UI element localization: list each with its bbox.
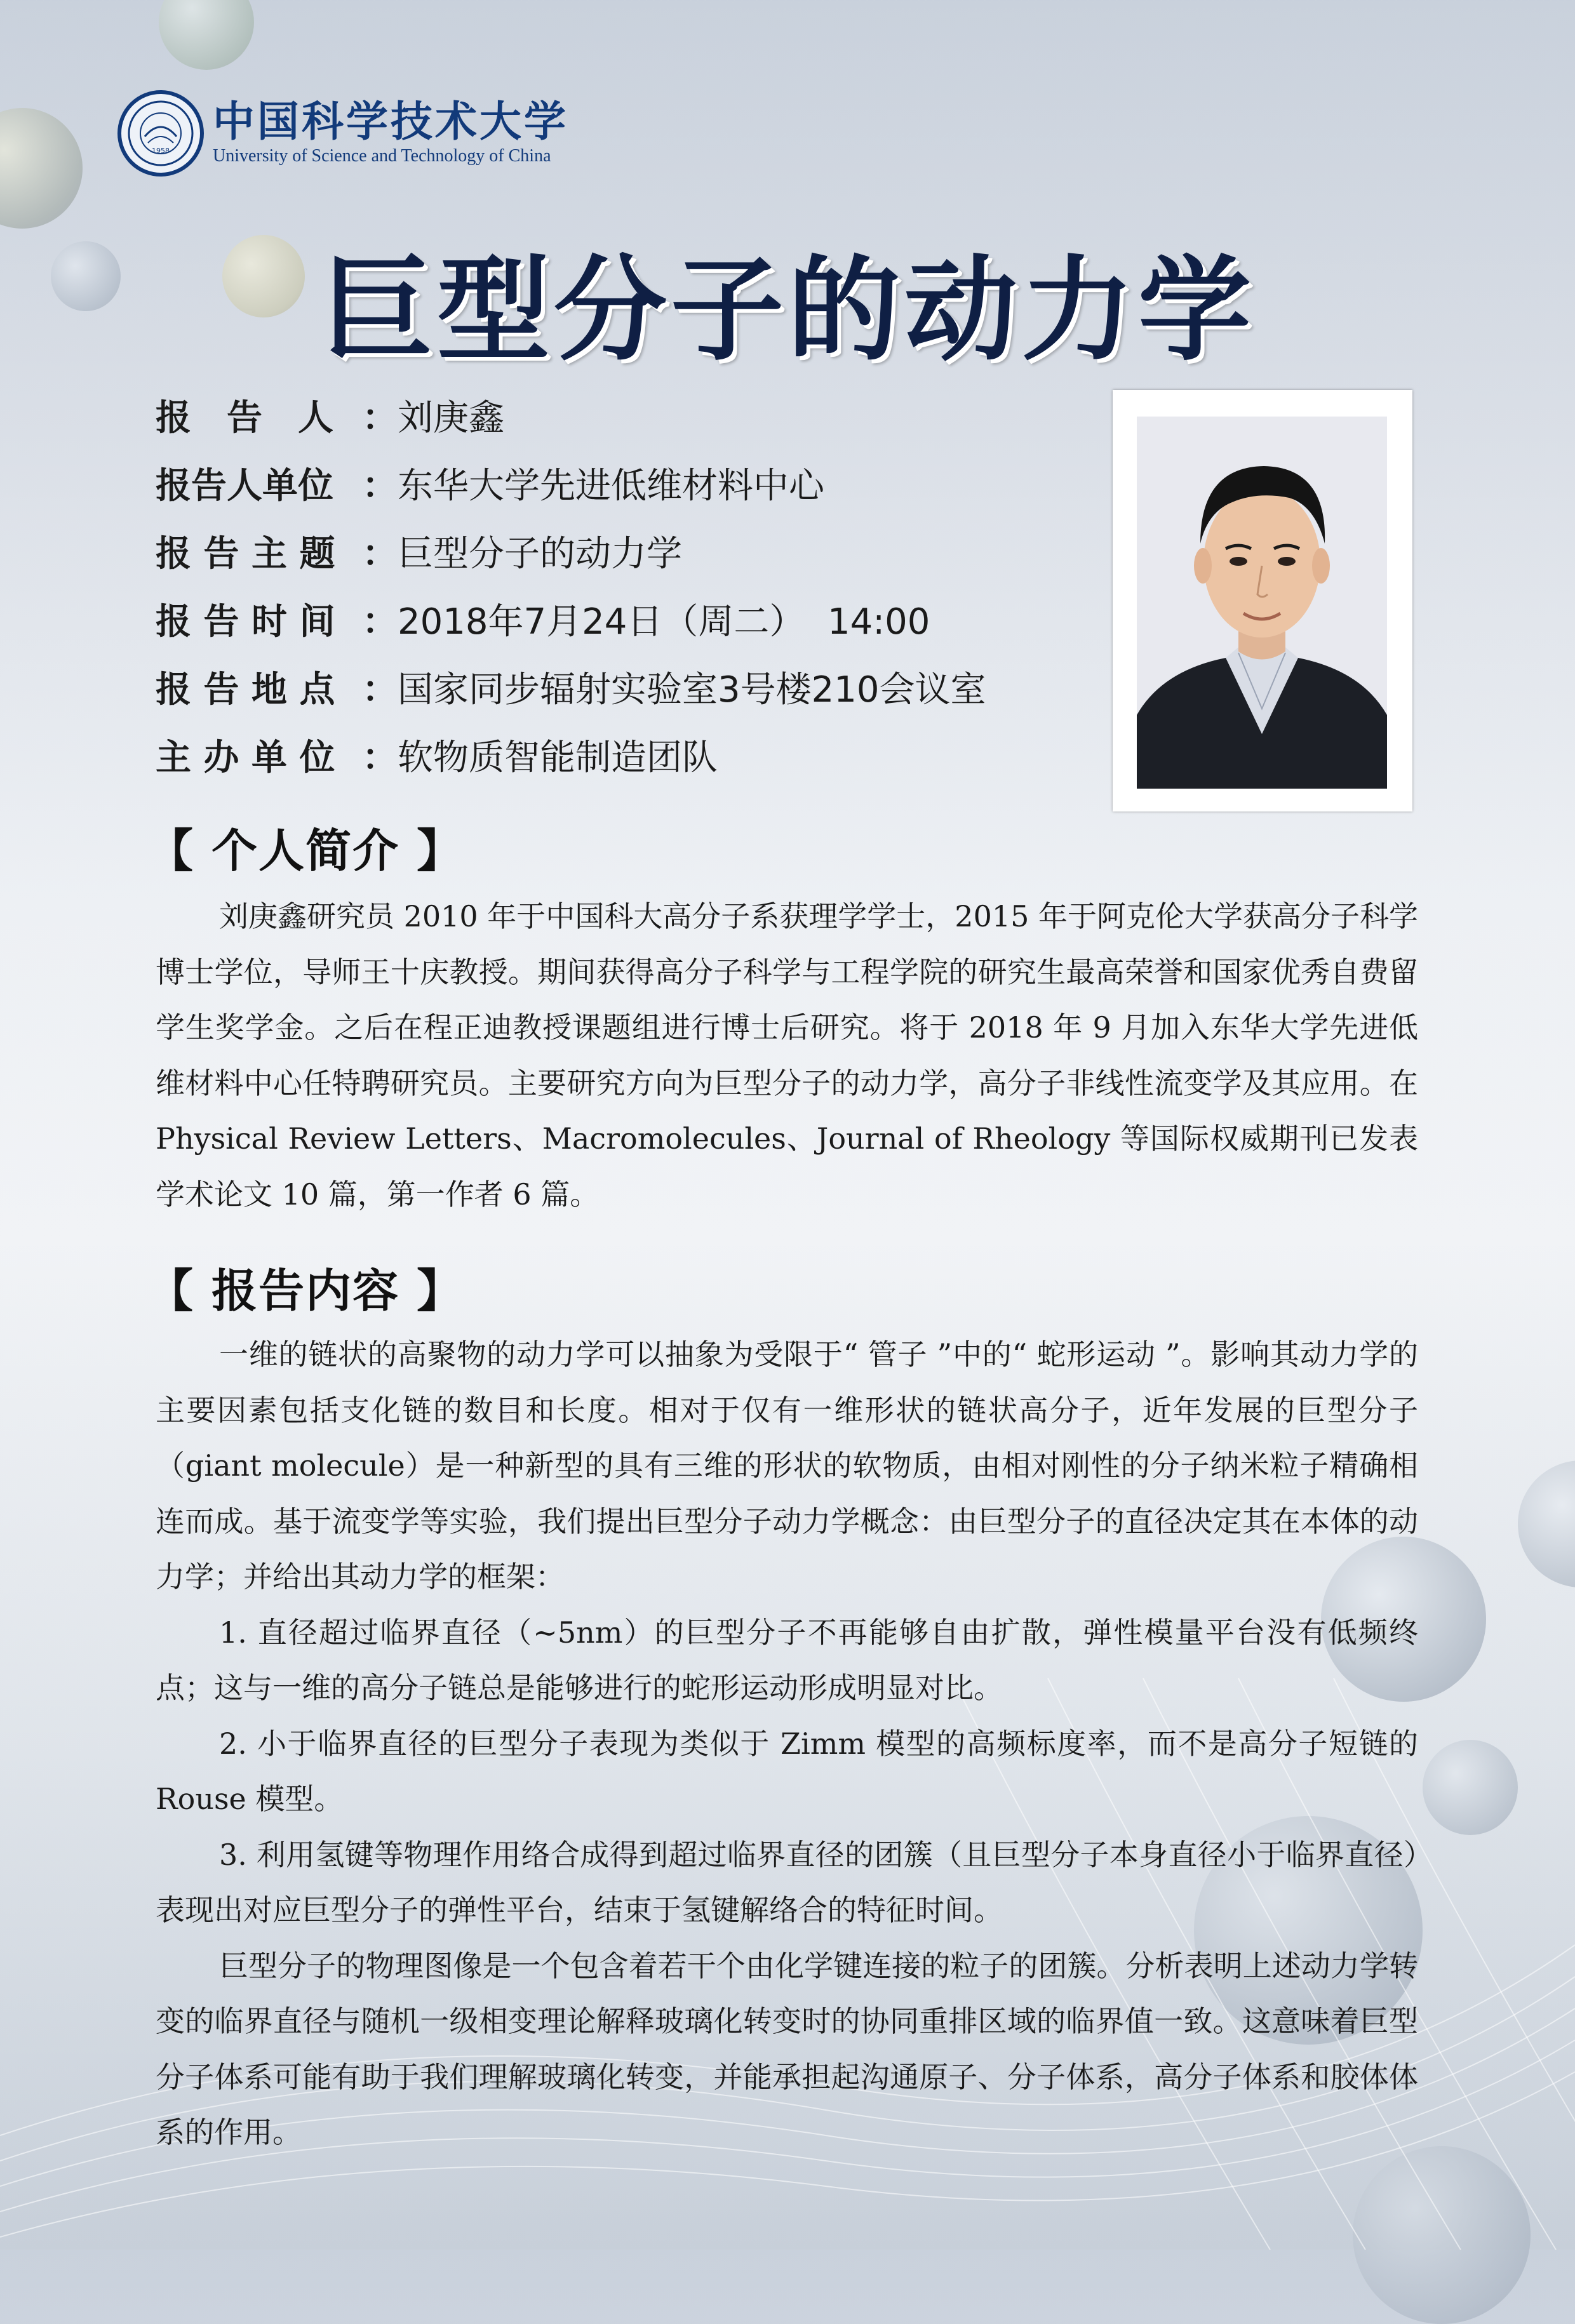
info-row-location: [156, 653, 986, 721]
info-colon: ：: [362, 533, 398, 575]
info-value: 国家同步辐射实验室3号楼210会议室: [398, 669, 986, 711]
content-paragraph: 一维的链状的高聚物的动力学可以抽象为受限于“ 管子 ”中的“ 蛇形运动 ”。影响其动力学的主要因素包括支化链的数目和长度。相对于仅有一维形状的链状高分子，近年发展的巨型分子（giant molecule）是一种新型的具有三维的形状的软物质，由相对刚性的分子纳米粒子精确相连而成。基于流变学等实验，我们提出巨型分子动力学概念：由巨型分子的直径决定其在本体的动力学；并给出其动力学的框架：: [156, 1337, 1418, 1594]
info-key: 报 告 时 间: [156, 601, 335, 643]
content-item-2: 2. 小于临界直径的巨型分子表现为类似于 Zimm 模型的高频标度率，而不是高分子短链的 Rouse 模型。: [156, 1726, 1418, 1816]
info-key: 报 告 人: [156, 397, 333, 439]
molecule-ball-decor: [1518, 1460, 1575, 1587]
info-value: 2018年7月24日（周二） 14:00: [398, 601, 930, 643]
info-key: 报告人单位: [156, 465, 333, 507]
content-heading: 【 报告内容 】: [147, 1264, 464, 1318]
info-key: 主 办 单 位: [156, 737, 335, 778]
speaker-photo-frame: [1113, 390, 1412, 811]
molecule-ball-decor: [159, 0, 254, 70]
info-value: 软物质智能制造团队: [398, 737, 718, 778]
info-key: 报 告 主 题: [156, 533, 335, 575]
info-row-speaker: [156, 381, 986, 449]
info-value: 刘庚鑫: [398, 397, 504, 439]
university-seal-icon: [117, 90, 204, 177]
university-name-en: University of Science and Technology of China: [213, 146, 551, 166]
content-paragraph: 巨型分子的物理图像是一个包含着若干个由化学键连接的粒子的团簇。分析表明上述动力学转变的临界直径与随机一级相变理论解释玻璃化转变时的协同重排区域的临界值一致。这意味着巨型分子体系可能有助于我们理解玻璃化转变，并能承担起沟通原子、分子体系，高分子体系和胶体体系的作用。: [156, 1948, 1418, 2149]
content-item-1: 1. 直径超过临界直径（~5nm）的巨型分子不再能够自由扩散，弹性模量平台没有低频终点；这与一维的高分子链总是能够进行的蛇形运动形成明显对比。: [156, 1615, 1418, 1705]
poster-title: 巨型分子的动力学: [320, 244, 1255, 376]
info-row-time: [156, 585, 986, 653]
info-row-topic: [156, 517, 986, 585]
info-key: 报 告 地 点: [156, 669, 335, 711]
seal-year: 1958: [152, 147, 170, 155]
info-value: 东华大学先进低维材料中心: [398, 465, 824, 507]
info-colon: ：: [362, 737, 398, 778]
talk-info: [156, 381, 986, 789]
university-name-cn: 中国科学技术大学: [213, 97, 568, 146]
info-row-organizer: [156, 721, 986, 789]
content-text: [156, 1327, 1418, 2161]
info-colon: ：: [362, 397, 398, 439]
speaker-photo: [1137, 417, 1387, 789]
info-row-affiliation: [156, 449, 986, 517]
bio-heading: 【 个人简介 】: [147, 824, 464, 878]
bio-text: [156, 889, 1418, 1222]
bio-paragraph: 刘庚鑫研究员 2010 年于中国科大高分子系获理学学士，2015 年于阿克伦大学获高分子科学博士学位，导师王十庆教授。期间获得高分子科学与工程学院的研究生最高荣誉和国家优秀自费留学生奖学金。之后在程正迪教授课题组进行博士后研究。将于 2018 年 9 月加入东华大学先进低维材料中心任特聘研究员。主要研究方向为巨型分子的动力学，高分子非线性流变学及其应用。在 Physical Review Letters、Macromolecules、Journal of Rheology 等国际权威期刊已发表学术论文 10 篇，第一作者 6 篇。: [156, 899, 1418, 1212]
info-colon: ：: [362, 669, 398, 711]
info-colon: ：: [362, 601, 398, 643]
info-colon: ：: [362, 465, 398, 507]
university-logo: [117, 90, 568, 177]
molecule-ball-decor: [0, 108, 83, 229]
info-value: 巨型分子的动力学: [398, 533, 682, 575]
content-item-3: 3. 利用氢键等物理作用络合成得到超过临界直径的团簇（且巨型分子本身直径小于临界直径）表现出对应巨型分子的弹性平台，结束于氢键解络合的特征时间。: [156, 1837, 1418, 1927]
